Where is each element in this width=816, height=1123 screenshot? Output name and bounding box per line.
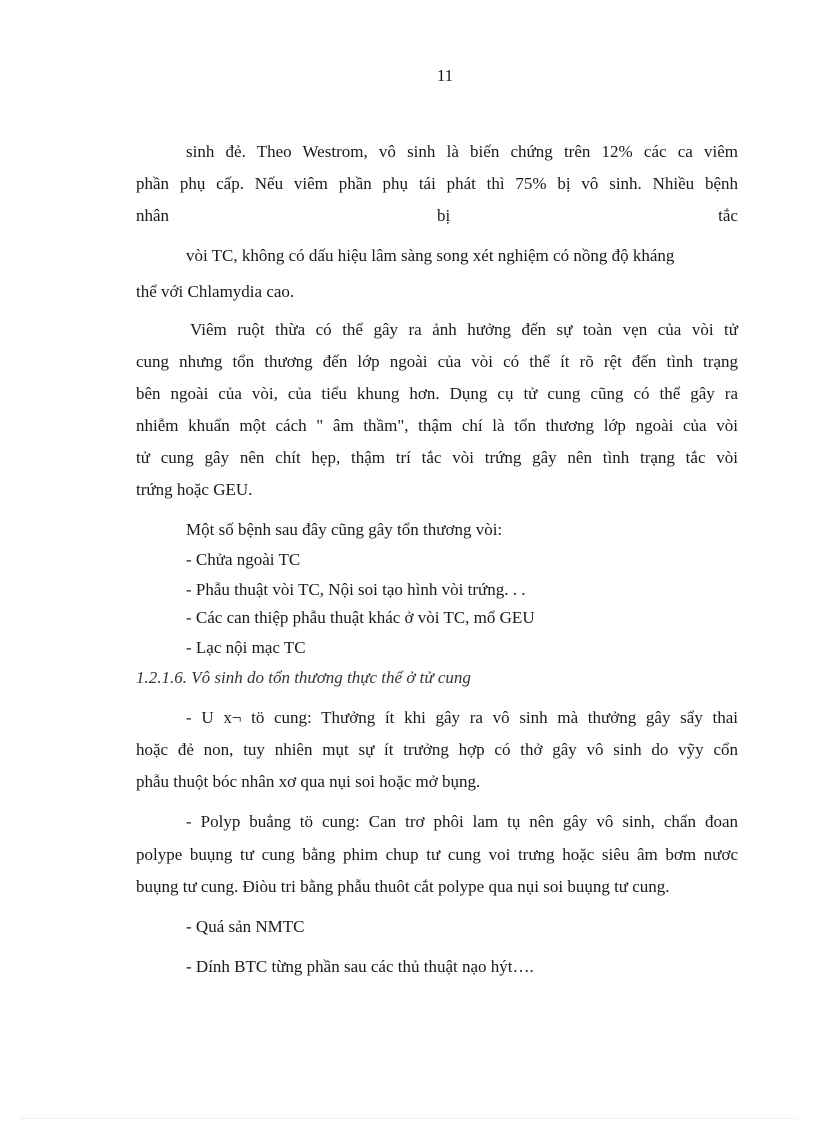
- word-tac: tắc: [718, 206, 738, 225]
- word-bi: bị: [436, 206, 451, 225]
- para8-line1: - Dính BTC từng phần sau các thủ thuật nạo hýt….: [186, 957, 534, 976]
- para3-line3: bên ngoài của vòi, của tiểu khung hơn. Dụng cụ tử cung cũng có thể gây ra: [136, 384, 738, 403]
- para5-line2: hoặc đẻ non, tuy nhiên mụt sự ít trưởng hợp có thở gây vô sinh do vỹy cổn: [136, 740, 738, 759]
- para3-line2: cung nhưng tổn thương đến lớp ngoài của vòi có thể ít rõ rệt đến tình trạng: [136, 352, 738, 371]
- para3-line1: Viêm ruột thừa có thể gây ra ảnh hưởng đến sự toàn vẹn của vòi tử: [190, 320, 738, 339]
- list-item: - Lạc nội mạc TC: [186, 638, 306, 657]
- page-bottom-divider: [20, 1118, 796, 1119]
- para3-line4: nhiễm khuẩn một cách " âm thầm", thậm chí là tổn thương lớp ngoài của vòi: [136, 416, 738, 435]
- para3-line5: tử cung gây nên chít hẹp, thậm trí tắc vòi trứng gây nên tình trạng tắc vòi: [136, 448, 738, 467]
- list-item: - Các can thiệp phẫu thuật khác ở vòi TC, mổ GEU: [186, 608, 535, 627]
- para7-line1: - Quá sản NMTC: [186, 917, 305, 936]
- page-number: 11: [436, 66, 454, 85]
- para6-line1: - Polyp buẳng tö cung: Can trơ phôi lam tụ nên gây vô sinh, chẩn đoan: [186, 812, 738, 831]
- para1-line1: sinh đẻ. Theo Westrom, vô sinh là biến chứng trên 12% các ca viêm: [186, 142, 738, 161]
- word-nhan: nhân: [136, 206, 170, 225]
- section-heading: 1.2.1.6. Vô sinh do tổn thương thực thể ở tử cung: [136, 668, 471, 687]
- para1-line3: [136, 206, 738, 226]
- para1-line2: phần phụ cấp. Nếu viêm phần phụ tái phát thì 75% bị vô sinh. Nhiều bệnh: [136, 174, 738, 193]
- para4-intro: Một số bệnh sau đây cũng gây tổn thương vòi:: [186, 520, 503, 539]
- para6-line3: buụng tư cung. Điòu tri bằng phẫu thuôt cắt polype qua nụi soi buụng tư cung.: [136, 877, 670, 896]
- para6-line2: polype buụng tư cung bằng phim chup tư cung voi trưng hoặc siêu âm bơm nươc: [136, 845, 738, 864]
- para5-line1: - U x¬ tö cung: Thưởng ít khi gây ra vô sinh mà thưởng gây sẩy thai: [186, 708, 738, 727]
- list-item: - Phẫu thuật vòi TC, Nội soi tạo hình vòi trứng. . .: [186, 580, 526, 599]
- para3-line6: trứng hoặc GEU.: [136, 480, 253, 499]
- para2-line1: vòi TC, không có dấu hiệu lâm sàng song xét nghiệm có nồng độ kháng: [186, 246, 675, 265]
- para2-line2: thể với Chlamydia cao.: [136, 282, 295, 301]
- para5-line3: phẫu thuột bóc nhân xơ qua nụi soi hoặc mở bụng.: [136, 772, 481, 791]
- list-item: - Chửa ngoài TC: [186, 550, 301, 569]
